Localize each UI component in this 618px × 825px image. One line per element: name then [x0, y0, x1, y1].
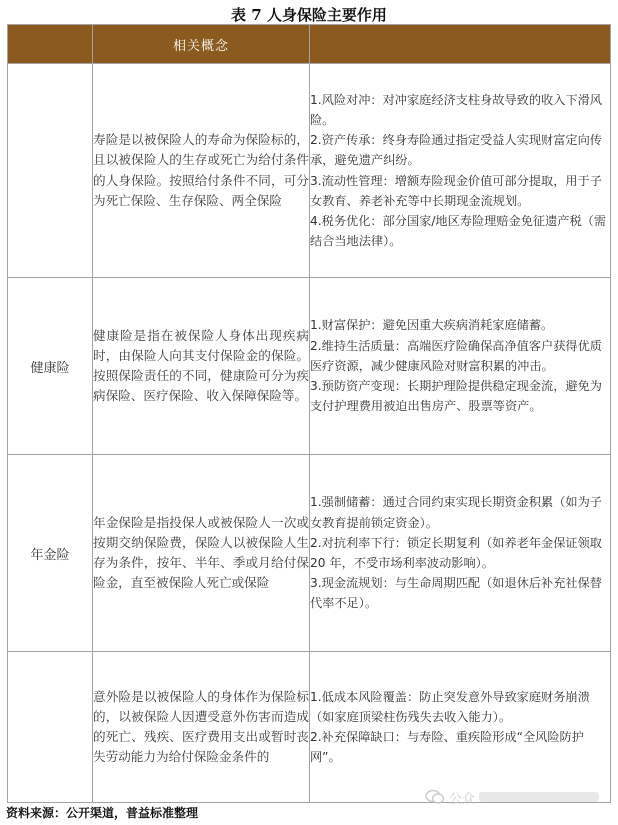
watermark-text: 公众 [449, 791, 476, 807]
role-item: 2.对抗利率下行：锁定长期复利（如养老年金保证领取 20 年，不受市场利率波动影响）。 [310, 535, 602, 570]
table-row [8, 455, 611, 652]
role-cell [310, 64, 611, 278]
table-row [8, 64, 611, 278]
role-item: 1.强制储蓄：通过合同约束实现长期资金积累（如为子女教育提前锁定资金）。 [310, 495, 602, 530]
table-row [8, 278, 611, 455]
role-item: 3.预防资产变现：长期护理险提供稳定现金流，避免为支付护理费用被迫出售房产、股票等资产。 [310, 379, 602, 414]
insurance-roles-table [7, 24, 611, 803]
table-row [8, 652, 611, 803]
definition-cell: 年金保险是指投保人或被保险人一次或按期交纳保险费，保险人以被保险人生存为条件，按年、半年、季或月给付保险金，直至被保险人死亡或保险 [93, 455, 310, 652]
insurance-type-cell: 年金险 [8, 455, 93, 652]
header-cell-role [310, 25, 611, 64]
definition-cell: 健康险是指在被保险人身体出现疾病时，由保险人向其支付保险金的保险。按照保险责任的不同，健康险可分为疾病保险、医疗保险、收入保障保险等。 [93, 278, 310, 455]
role-item: 3.现金流规划：与生命周期匹配（如退休后补充社保替代率不足）。 [310, 576, 602, 611]
insurance-type-cell: 健康险 [8, 278, 93, 455]
role-cell [310, 278, 611, 455]
definition-cell: 意外险是以被保险人的身体作为保险标的，以被保险人因遭受意外伤害而造成的死亡、残疾、医疗费用支出或暂时丧失劳动能力为给付保险金条件的 [93, 652, 310, 803]
table-header-row [8, 25, 611, 64]
header-cell-concept: 相关概念 [93, 25, 310, 64]
role-item: 2.维持生活质量：高端医疗险确保高净值客户获得优质医疗资源，减少健康风险对财富积累的冲击。 [310, 338, 602, 373]
role-cell [310, 455, 611, 652]
role-item: 2.补充保障缺口：与寿险、重疾险形成“全风险防护网”。 [310, 730, 584, 765]
watermark [425, 784, 605, 810]
definition-cell: 寿险是以被保险人的寿命为保险标的，且以被保险人的生存或死亡为给付条件的人身保险。按照给付条件不同，可分为死亡保险、生存保险、两全保险 [93, 64, 310, 278]
header-cell-type [8, 25, 93, 64]
role-item: 3.流动性管理：增额寿险现金价值可部分提取，用于子女教育、养老补充等中长期现金流规划。 [310, 173, 602, 208]
table-title: 表 7 人身保险主要作用 [231, 6, 387, 24]
insurance-type-cell [8, 64, 93, 278]
role-item: 1.财富保护：避免因重大疾病消耗家庭储蓄。 [310, 318, 554, 333]
insurance-type-cell [8, 652, 93, 803]
watermark-blurred-text [479, 792, 599, 802]
role-item: 1.低成本风险覆盖：防止突发意外导致家庭财务崩溃（如家庭顶梁柱伤残失去收入能力）。 [310, 689, 590, 724]
role-item: 4.税务优化：部分国家/地区寿险理赔金免征遗产税（需结合当地法律）。 [310, 213, 607, 249]
chat-bubble-icon [425, 789, 445, 805]
role-item: 2.资产传承：终身寿险通过指定受益人实现财富定向传承，避免遗产纠纷。 [310, 133, 602, 168]
role-item: 1.风险对冲：对冲家庭经济支柱身故导致的收入下滑风险。 [310, 92, 602, 127]
role-cell [310, 652, 611, 803]
source-note: 资料来源：公开渠道，普益标准整理 [6, 806, 199, 820]
